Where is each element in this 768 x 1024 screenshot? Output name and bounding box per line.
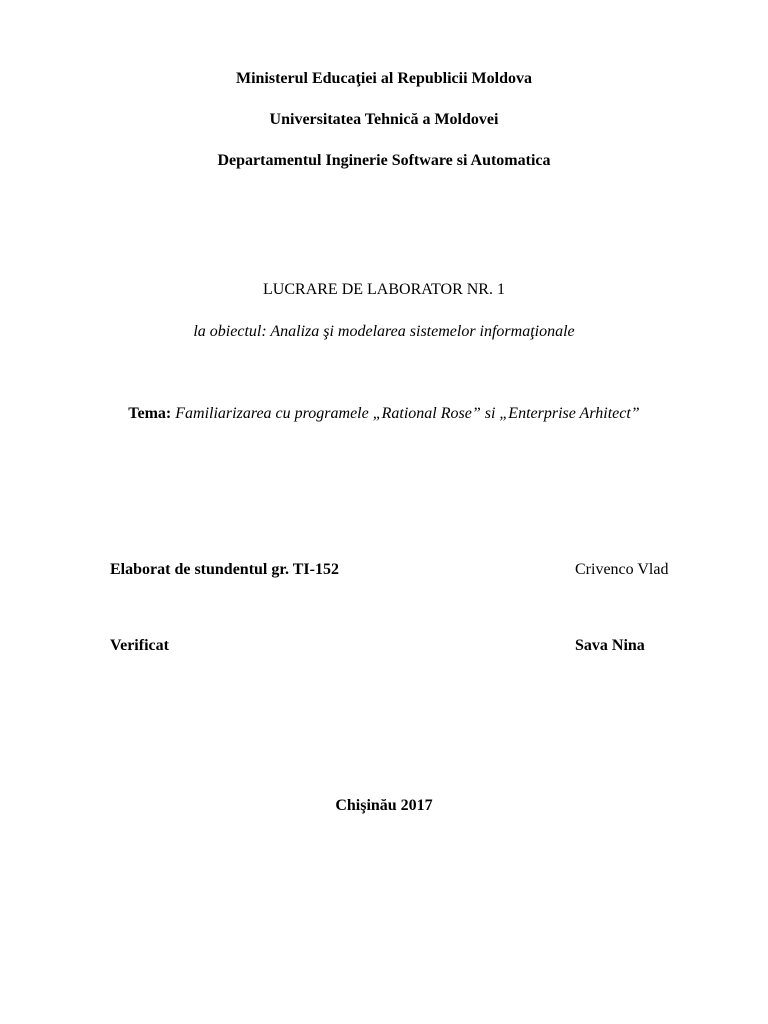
ministry-heading: Ministerul Educaţiei al Republicii Moldova [235,70,532,87]
topic-label: Tema: [128,405,172,422]
topic-line [0,404,768,424]
university-heading: Universitatea Tehnică a Moldovei [269,111,499,128]
elaborated-by-label: Elaborat de stundentul gr. TI-152 [110,561,339,578]
subject-line: la obiectul: Analiza şi modelarea sistemelor informaţionale [193,323,575,340]
student-name: Crivenco Vlad [575,561,669,578]
topic-text: Familiarizarea cu programele „Rational Rose” si „Enterprise Arhitect” [175,405,640,422]
city-year: Chişinău 2017 [335,797,433,814]
lab-work-title: LUCRARE DE LABORATOR NR. 1 [263,281,505,298]
department-heading: Departamentul Inginerie Software si Automatica [217,152,551,169]
verified-by-label: Verificat [110,637,169,654]
verifier-name: Sava Nina [575,637,645,654]
